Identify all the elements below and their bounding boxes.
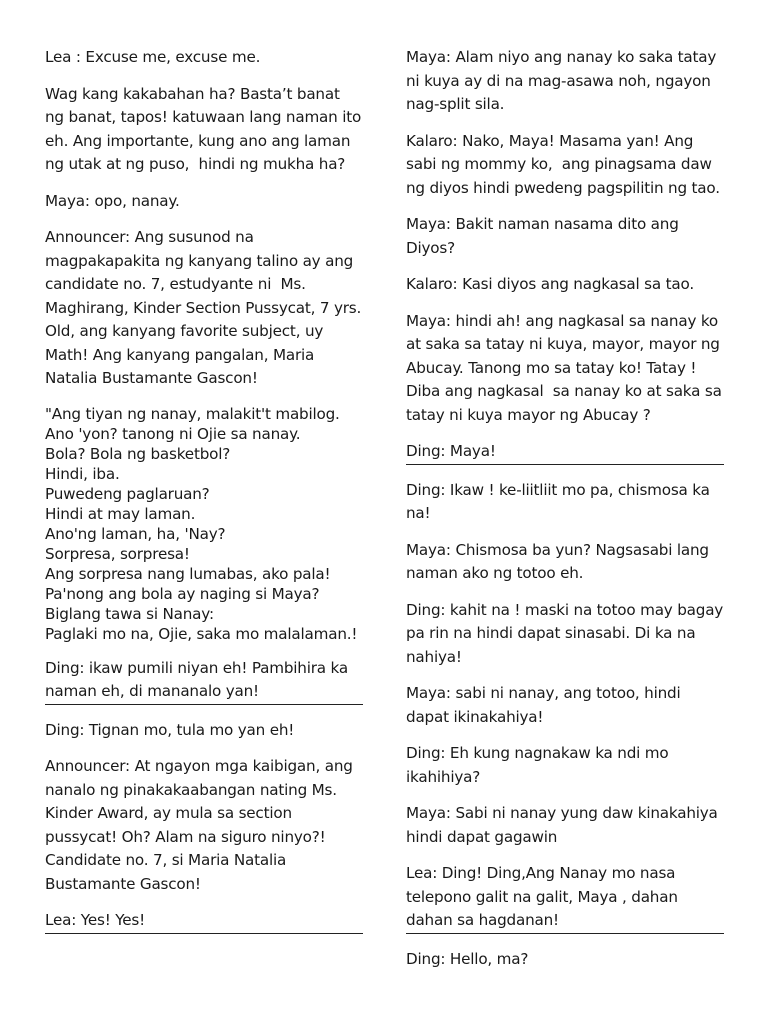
- dialogue-line: Maya: Bakit naman nasama dito ang Diyos?: [406, 215, 684, 257]
- dialogue-line: Kalaro: Kasi diyos ang nagkasal sa tao.: [406, 275, 694, 293]
- dialogue-line: Ding: kahit na ! maski na totoo may bagay pa rin na hindi dapat sinasabi. Di ka na nahiya!: [406, 600, 728, 666]
- dialogue-line: Ding: Hello, ma?: [406, 949, 529, 968]
- right-column: [406, 46, 728, 984]
- dialogue-line: Maya: Sabi ni nanay yung daw kinakahiya hindi dapat gagawin: [406, 804, 723, 846]
- dialogue-line: Announcer: At ngayon mga kaibigan, ang nanalo ng pinakakaabangan nating Ms. Kinder Award, ay mula sa section pussycat! Oh? Alam na siguro ninyo?! Candidate no. 7, si Maria Natalia Bustamante Gascon!: [45, 757, 358, 893]
- dialogue-line: Maya: Chismosa ba yun? Nagsasabi lang naman ako ng totoo eh.: [406, 540, 714, 582]
- dialogue-line: Maya: hindi ah! ang nagkasal sa nanay ko at saka sa tatay ni kuya, mayor, mayor ng Abucay. Tanong mo sa tatay ko! Tatay ! Diba ang nagkasal sa nanay ko at saka sa tatay ni kuya mayor ng Abucay ?: [406, 311, 727, 424]
- dialogue-line: Lea : Excuse me, excuse me.: [45, 48, 261, 66]
- left-column: [45, 46, 366, 948]
- dialogue-line: Lea: Yes! Yes!: [45, 909, 363, 934]
- dialogue-line: Kalaro: Nako, Maya! Masama yan! Ang sabi ng mommy ko, ang pinagsama daw ng diyos hindi pwedeng pagspilitin ng tao.: [406, 131, 720, 197]
- dialogue-line: Maya: opo, nanay.: [45, 191, 180, 210]
- dialogue-line: Ding: Tignan mo, tula mo yan eh!: [45, 720, 295, 739]
- dialogue-line: Maya: sabi ni nanay, ang totoo, hindi dapat ikinakahiya!: [406, 684, 686, 726]
- dialogue-line: Ding: Eh kung nagnakaw ka ndi mo ikahihiya?: [406, 744, 674, 786]
- dialogue-line: Wag kang kakabahan ha? Basta’t banat ng banat, tapos! katuwaan lang naman ito eh. Ang importante, kung ano ang laman ng utak at ng puso, hindi ng mukha ha?: [45, 84, 366, 173]
- dialogue-line: Maya: Alam niyo ang nanay ko saka tatay ni kuya ay di na mag-asawa noh, ngayon nag-split sila.: [406, 48, 721, 113]
- dialogue-line: Ding: ikaw pumili niyan eh! Pambihira ka naman eh, di mananalo yan!: [45, 657, 363, 705]
- dialogue-line: Ding: Ikaw ! ke-liitliit mo pa, chismosa ka na!: [406, 480, 715, 522]
- poem-block: "Ang tiyan ng nanay, malakit't mabilog. Ano 'yon? tanong ni Ojie sa nanay. Bola? Bola ng basketbol? Hindi, iba. Puwedeng paglaruan? Hindi at may laman. Ano'ng laman, ha, 'Nay? Sorpresa, sorpresa! Ang sorpresa nang lumabas, ako pala! Pa'nong ang bola ay naging si Maya? Biglang tawa si Nanay: Paglaki mo na, Ojie, saka mo malalaman.!: [45, 404, 358, 643]
- dialogue-line: Ding: Maya!: [406, 440, 724, 465]
- dialogue-line: Announcer: Ang susunod na magpakapakita ng kanyang talino ay ang candidate no. 7, estudyante ni Ms. Maghirang, Kinder Section Pussycat, 7 yrs. Old, ang kanyang favorite subject, uy Math! Ang kanyang pangalan, Maria Natalia Bustamante Gascon!: [45, 228, 366, 387]
- dialogue-line: Lea: Ding! Ding,Ang Nanay mo nasa telepono galit na galit, Maya , dahan dahan sa hagdanan!: [406, 862, 724, 934]
